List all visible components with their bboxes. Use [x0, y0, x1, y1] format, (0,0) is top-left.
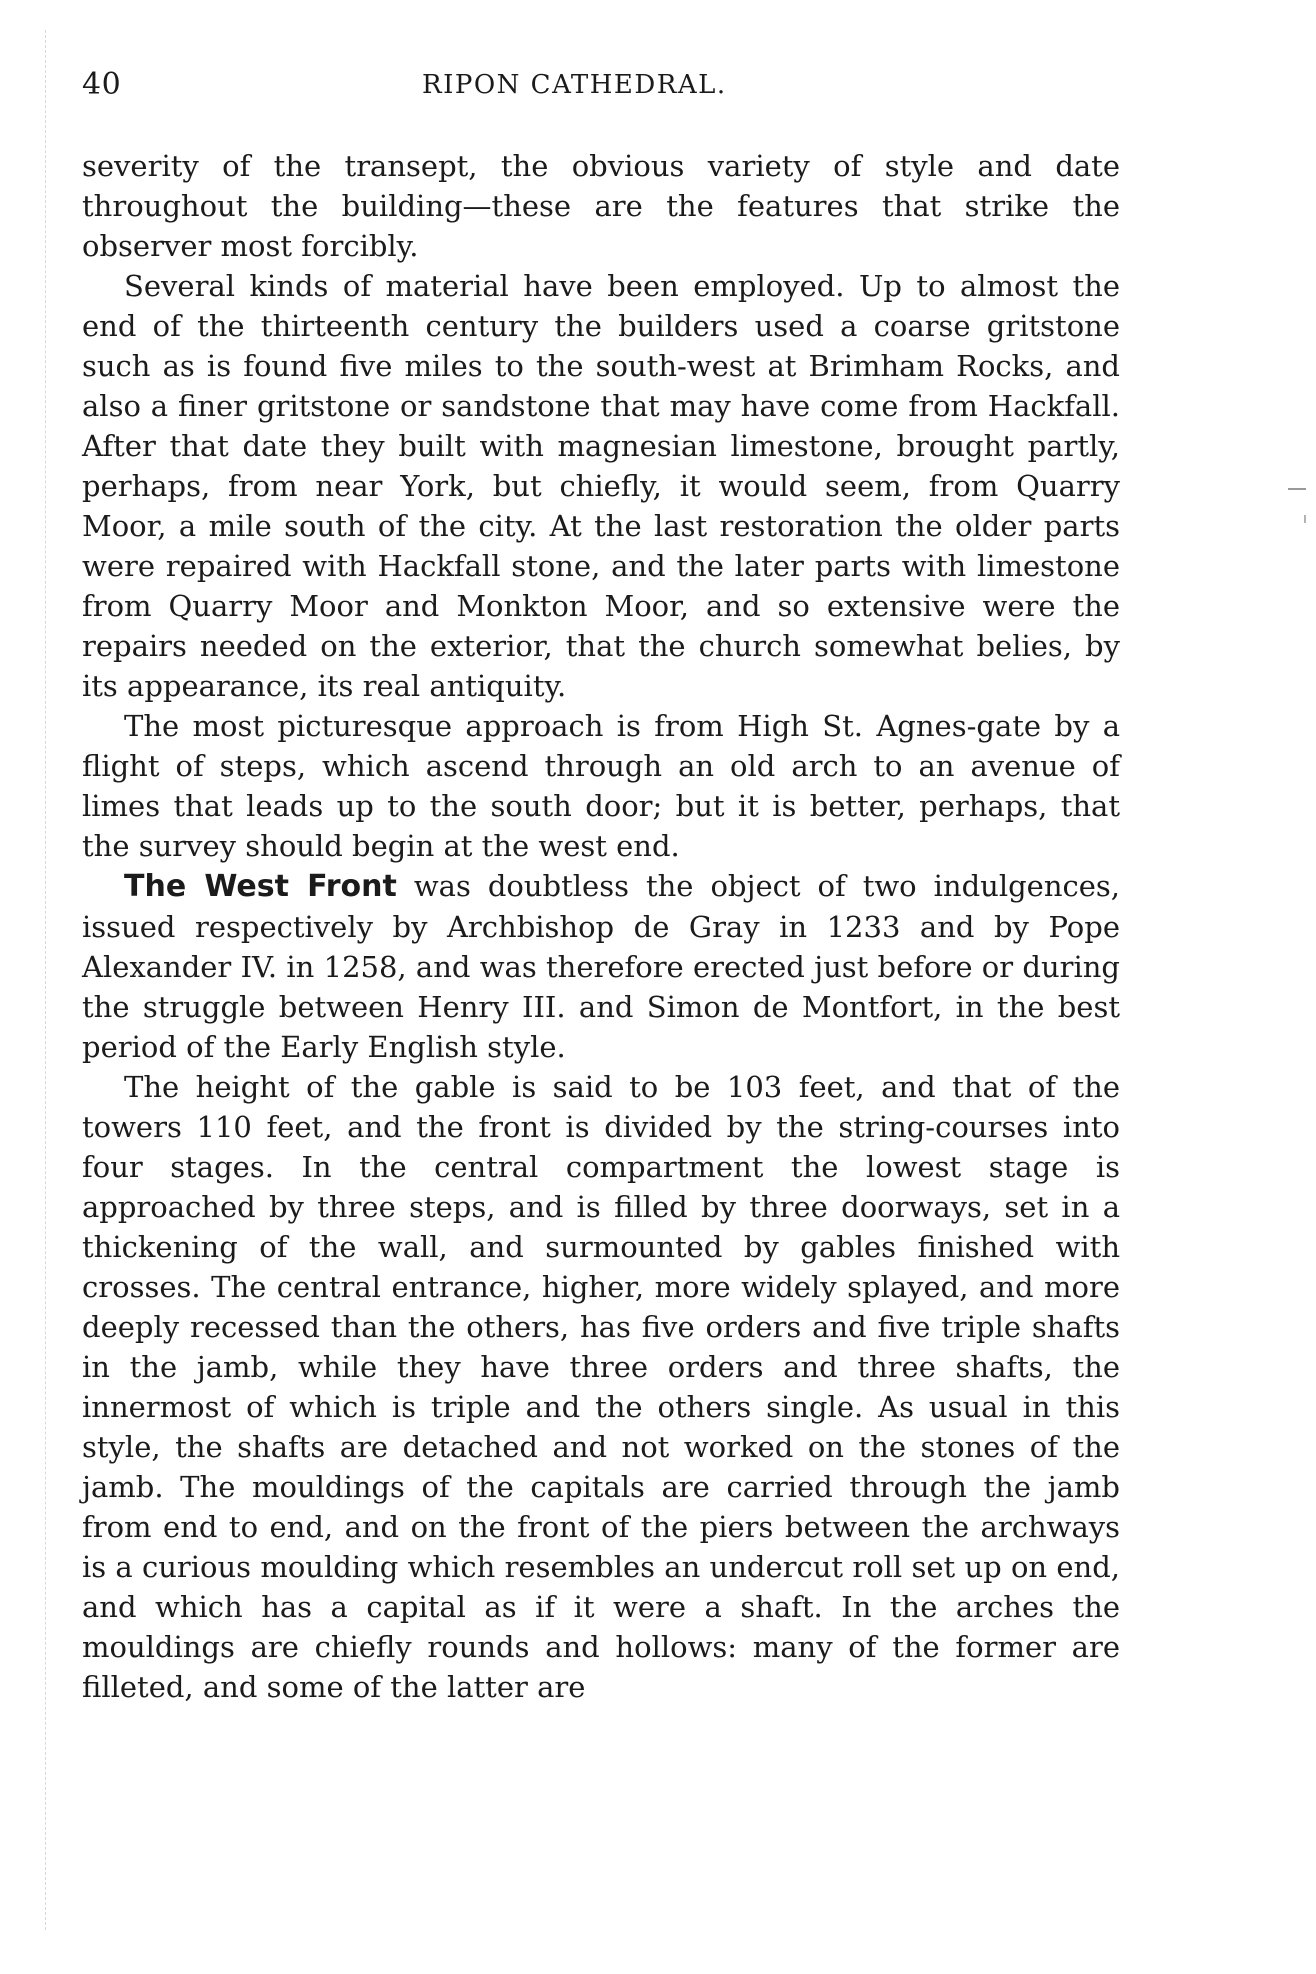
paragraph-materials: Several kinds of material have been employed. Up to almost the end of the thirteenth century the builders used a coarse gritstone such as is found five miles to the south-west at Brimham Rocks, and also a finer gritstone or sandstone that may have come from Hackfall. After that date they built with magnesian limestone, brought partly, perhaps, from near York, but chiefly, it would seem, from Quarry Moor, a mile south of the city. At the last restoration the older parts were repaired with Hackfall stone, and the later parts with limestone from Quarry Moor and Monkton Moor, and so extensive were the repairs needed on the exterior, that the church somewhat belies, by its appearance, its real antiquity.: [82, 269, 1120, 703]
paragraph-west-front-text: was doubtless the object of two indulgences, issued respectively by Archbishop de Gray in 1233 and by Pope Alexander IV. in 1258, and was therefore erected just before or during the struggle between Henry III. and Simon de Montfort, in the best period of the Early English style.: [82, 869, 1121, 1064]
paragraph-west-front: [82, 866, 1120, 1067]
page-number: 40: [82, 67, 122, 102]
paragraph-continuation: severity of the transept, the obvious variety of style and date throughout the building—these are the features that strike the observer most forcibly.: [82, 149, 1120, 263]
page-header: [82, 68, 1120, 102]
margin-mark: [1304, 515, 1306, 523]
running-head: RIPON CATHEDRAL.: [422, 70, 727, 100]
margin-mark: [1288, 488, 1306, 490]
page-edge-rule: [45, 30, 47, 1930]
section-heading-west-front: The West Front: [124, 869, 397, 904]
page-content: [82, 68, 1120, 1707]
paragraph-approach: The most picturesque approach is from High St. Agnes-gate by a flight of steps, which ascend through an old arch to an avenue of limes that leads up to the south door; but it is better, perhaps, that the survey should begin at the west end.: [82, 709, 1120, 863]
paragraph-gable-description: The height of the gable is said to be 103 feet, and that of the towers 110 feet, and the front is divided by the string-courses into four stages. In the central compartment the lowest stage is approached by three steps, and is filled by three doorways, set in a thickening of the wall, and surmounted by gables finished with crosses. The central entrance, higher, more widely splayed, and more deeply recessed than the others, has five orders and five triple shafts in the jamb, while they have three orders and three shafts, the innermost of which is triple and the others single. As usual in this style, the shafts are detached and not worked on the stones of the jamb. The mouldings of the capitals are carried through the jamb from end to end, and on the front of the piers between the archways is a curious moulding which resembles an undercut roll set up on end, and which has a capital as if it were a shaft. In the arches the mouldings are chiefly rounds and hollows: many of the former are filleted, and some of the latter are: [82, 1070, 1120, 1704]
